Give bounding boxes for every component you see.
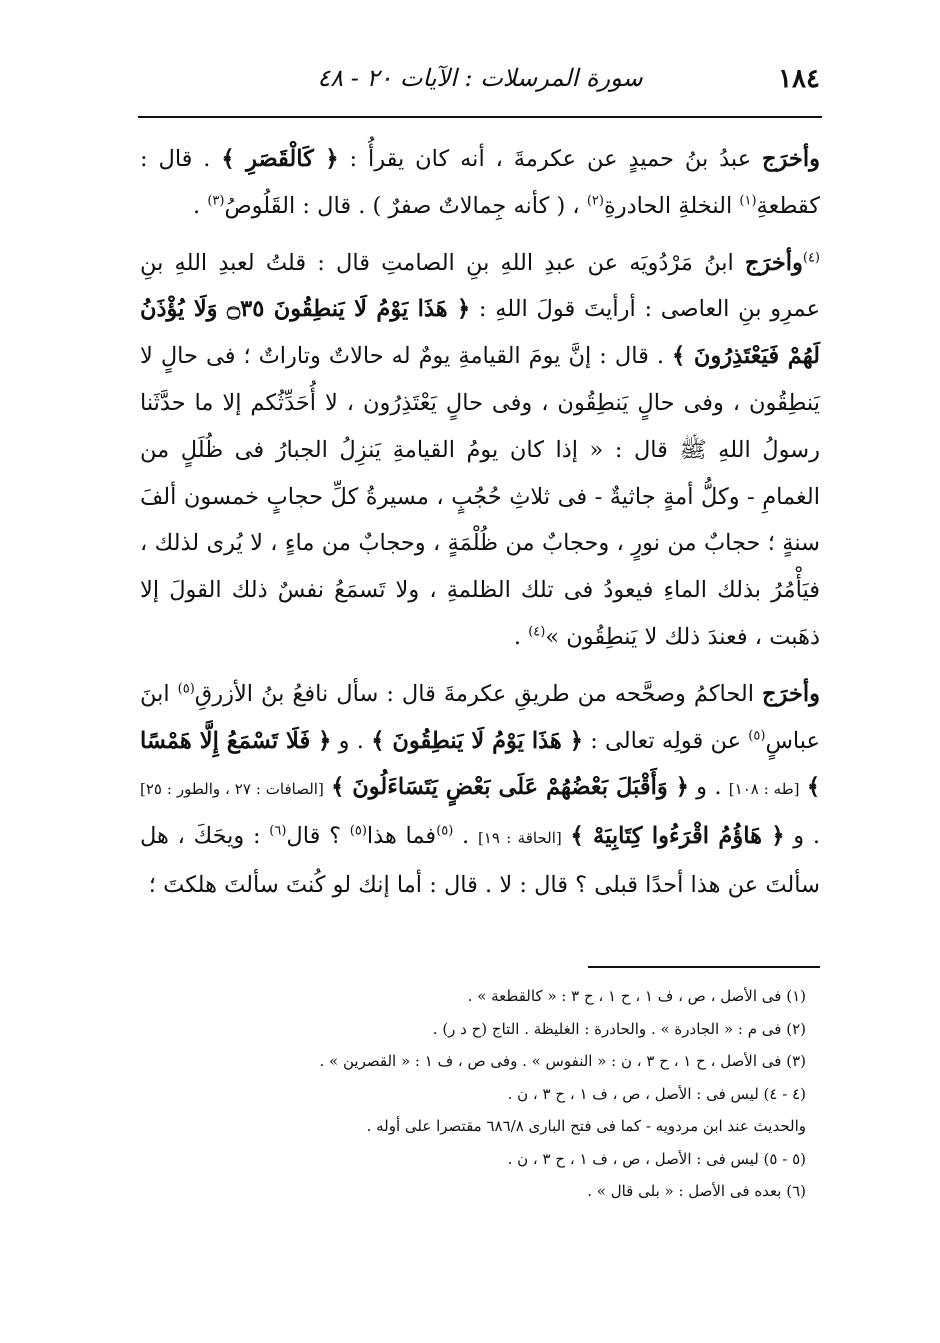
footnote-marker: (٥) — [349, 823, 367, 839]
quran-quote: ﴿ هَاؤُمُ اقْرَءُوا كِتَابِيَهْ ﴾ — [570, 823, 785, 850]
footnote-marker: (٥) — [436, 823, 454, 839]
quran-quote: ﴿ هَذَا يَوْمُ لَا يَنطِقُونَ ۝٣٥ وَلَا يُؤْذَنُ لَهُمْ فَيَعْتَذِرُونَ ﴾ — [140, 296, 820, 370]
text-run: الحاكمُ وصحَّحه من طريقِ عكرمةَ قال : سأل نافعُ بنُ الأزرقِ — [194, 680, 763, 707]
text-run: . و — [331, 727, 372, 754]
quran-quote: ﴿ كَالْقَصَرِ ﴾ — [221, 146, 339, 172]
lead-verb: وأخرَج — [762, 146, 820, 172]
verse-reference: [الحاقة : ١٩] — [477, 829, 562, 848]
text-run: : ويحَكَ ، هل سألتَ عن هذا أحدًا قبلى ؟ قال : لا . قال : أما إنك لو كُنتَ سألتَ هلكتَ ؛ — [140, 823, 820, 898]
footnote-marker: (٤) — [528, 624, 546, 640]
footnote-separator — [588, 966, 820, 968]
text-run: عبدُ بنُ حميدٍ عن عكرمةَ ، أنه كان يقرأُ : — [338, 146, 763, 172]
footnote-marker: (٣) — [207, 193, 225, 209]
text-run: . و — [784, 823, 821, 850]
paragraph-3 — [140, 671, 820, 909]
header-rule — [138, 116, 822, 118]
text-run: . قال : كقطعةِ — [140, 146, 820, 219]
footnote-5: (٥ - ٥) ليس فى : الأصل ، ص ، ف ١ ، ح ٣ ، ن . — [507, 1149, 806, 1168]
quran-quote: ﴿ فَلَا تَسْمَعُ إِلَّا هَمْسًا ﴾ — [140, 727, 820, 801]
paragraph-2 — [140, 240, 820, 661]
verse-reference: [الصافات : ٢٧ ، والطور : ٢٥] — [140, 780, 324, 799]
main-text — [140, 136, 820, 909]
verse-reference: [طه : ١٠٨] — [728, 780, 800, 799]
quran-quote: ﴿ هَذَا يَوْمُ لَا يَنطِقُونَ ﴾ — [371, 727, 583, 754]
footnote-3: (٣) فى الأصل ، ح ١ ، ح ٣ ، ن : « النفوس » . وفى ص ، ف ١ : « القصرين » . — [319, 1052, 806, 1070]
text-run: . — [513, 623, 529, 650]
footnote-1: (١) فى الأصل ، ص ، ف ١ ، ح ١ ، ح ٣ : « كالقطعة » . — [467, 987, 806, 1005]
lead-verb: وأخرَج — [762, 680, 820, 707]
text-run: ، ( كأنه جِمالاتٌ صفرٌ ) . قال : القَلُوصُ — [224, 192, 587, 219]
paragraph-1 — [140, 136, 820, 230]
footnote-6: (٦) بعده فى الأصل : « بلى قال » . — [587, 1182, 806, 1200]
text-run: . — [453, 823, 478, 850]
footnote-marker: (١) — [739, 193, 757, 209]
footnote-marker: (٢) — [586, 193, 604, 209]
page-number: ١٨٤ — [778, 64, 820, 94]
footnote-4: (٤ - ٤) ليس فى : الأصل ، ص ، ف ١ ، ح ٣ ، ن . — [507, 1084, 806, 1103]
page-header — [140, 62, 820, 104]
quran-quote: ﴿ وَأَقْبَلَ بَعْضُهُمْ عَلَى بَعْضٍ يَتَسَاءَلُونَ ﴾ — [331, 774, 689, 801]
text-run: عن قولِه تعالى : — [582, 727, 749, 754]
lead-verb: وأخرَج — [744, 249, 803, 276]
text-run: . قال : إنَّ يومَ القيامةِ يومٌ له حالاتٌ وتاراتٌ ؛ فى حالٍ لا يَنطِقُون ، وفى حالٍ يَنطِقُون ، وفى حالٍ يَعْتَذِرُون ، لا أُحَدِّثُكم إلا ما حدَّثَنا رسولُ اللهِ ﷺ قال : « إذا كان يومُ القيامةِ يَنزِلُ الجبارُ فى ظُلَلٍ من الغمامِ - وكلُّ أمةٍ جاثيةٌ - فى ثلاثِ حُجُبٍ ، مسيرةُ كلِّ حجابٍ خمسون ألفَ سنةٍ ؛ حجابٌ من نورٍ ، وحجابٌ من ظُلْمَةٍ ، وحجابٌ من ماءٍ ، لا يُرى لذلك ، فيَأْمُرُ بذلك الماءِ فيعودُ فى تلك الظلمةِ ، ولا تَسمَعُ نفسٌ ذلك القولَ إلا ذهَبت ، فعندَ ذلك لا يَنطِقُون » — [140, 343, 820, 650]
footnote-2: (٢) فى م : « الجادرة » . والحادرة : الغليظة . التاج (ح د ر) . — [432, 1019, 806, 1038]
text-run: النخلةِ الحادرةِ — [603, 192, 740, 219]
footnote-marker: (٥) — [748, 728, 766, 744]
footnote-marker: (٤) — [802, 250, 820, 266]
footnote-4-note: والحديث عند ابن مردويه - كما فى فتح البارى ٦٨٦/٨ مقتصرا على أوله . — [366, 1117, 806, 1135]
footnotes — [140, 980, 820, 1208]
text-run — [800, 774, 807, 800]
running-title: سورة المرسلات : الآيات ٢٠ - ٤٨ — [317, 64, 643, 92]
footnote-marker: (٥) — [177, 681, 195, 697]
text-run: فما هذا — [366, 823, 437, 850]
text-run: . — [193, 192, 208, 219]
text-run: ابنَ عباسٍ — [140, 680, 820, 754]
text-run: ؟ قال — [286, 823, 350, 850]
text-run: . و — [688, 774, 729, 801]
footnote-marker: (٦) — [269, 823, 287, 839]
text-run: ابنُ مَرْدُويَه عن عبدِ اللهِ بنِ الصامتِ قال : قلتُ لعبدِ اللهِ بنِ عمرِو بنِ العاصى : أرأيتَ قولَ اللهِ : — [140, 249, 820, 323]
